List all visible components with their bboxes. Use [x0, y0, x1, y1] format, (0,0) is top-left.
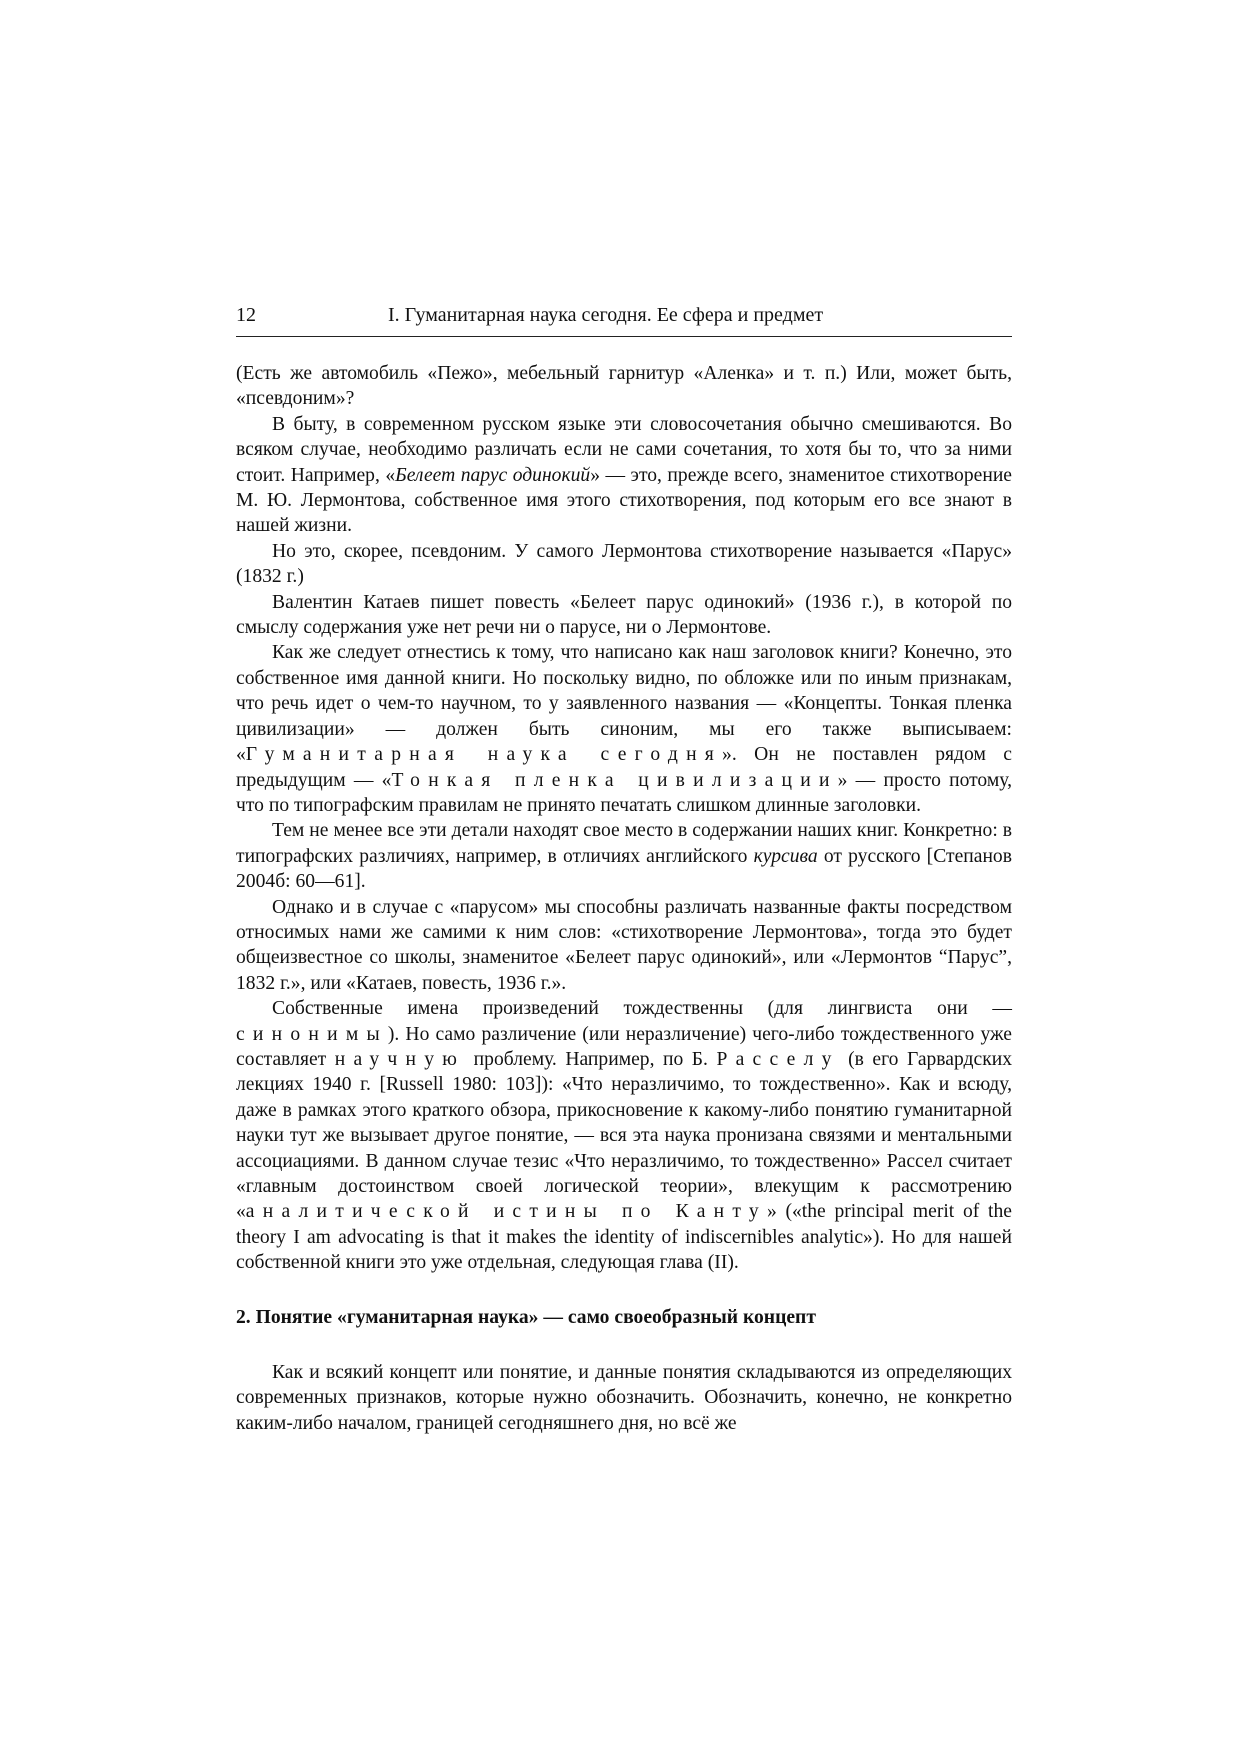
spaced-text: Гуманитарная наука сегодня	[245, 744, 723, 766]
paragraph-4	[236, 590, 1012, 641]
text: ). Но само различение (или неразличение) чего-либо тождественного уже составляет	[236, 1023, 1012, 1070]
text: » — это, прежде всего, знаменитое стихотворение М. Ю. Лермонтова, собственное имя этого стихотворения, под которым его все знают в нашей жизни.	[236, 464, 1012, 537]
running-header	[236, 302, 1012, 337]
text: Как же следует отнестись к тому, что написано как наш заголовок книги? Конечно, это собственное имя данной книги. Но поскольку видно, по обложке или по иным признакам, что речь идет о чем-то научном, то у заявленного названия — «Концепты. Тонкая пленка цивилизации» — должен быть синоним, мы его также выписываем: «	[236, 642, 1012, 766]
paragraph-5	[236, 640, 1012, 818]
paragraph-9	[236, 1360, 1012, 1436]
body-text	[236, 361, 1012, 1436]
text: Собственные имена произведений тождественны (для лингвиста они —	[272, 998, 1012, 1020]
italic-title: Белеет парус одинокий	[395, 464, 591, 486]
text: Как и всякий концепт или понятие, и данные понятия складываются из определяющих современных признаков, которые нужно обозначить. Обозначить, конечно, не конкретно каким-либо началом, границей сегодняшнего дня, но всё же	[236, 1362, 1012, 1434]
paragraph-7	[236, 895, 1012, 997]
text: Однако и в случае с «парусом» мы способны различать названные факты посредством относимых нами же самими к ним слов: «стихотворение Лермонтова», тогда это будет общеизвестное со школы, знаменитое «Белеет парус одинокий», или «Лермонтов “Парус”, 1832 г.», или «Катаев, повесть, 1936 г.».	[236, 896, 1012, 994]
text: проблему. Например, по Б.	[465, 1048, 717, 1070]
spaced-text: Расселу	[716, 1048, 840, 1070]
paragraph-3	[236, 539, 1012, 590]
text: Тем не менее все эти детали находят свое место в содержании наших книг. Конкретно: в типографских различиях, например, в отличиях английского	[236, 820, 1012, 867]
text: » — просто потому, что по типографским правилам не принято печатать слишком длинные заголовки.	[236, 769, 1012, 816]
text: Валентин Катаев пишет повесть «Белеет парус одинокий» (1936 г.), в которой по смыслу содержания уже нет речи ни о парусе, ни о Лермонтове.	[236, 591, 1012, 639]
paragraph-8	[236, 996, 1012, 1275]
text: Но это, скорее, псевдоним. У самого Лермонтова стихотворение называется «Парус» (1832 г.)	[236, 540, 1012, 588]
text: » («the principal merit of the theory I am advocating is that it makes the identity of indiscernibles analytic»). Но для нашей собственной книги это уже отдельная, следующая глава (II).	[236, 1201, 1012, 1274]
text: от русского [Степанов 2004б: 60—61].	[236, 845, 1012, 893]
spaced-text: синонимы	[236, 1023, 388, 1045]
text: (в его Гарвардских лекциях 1940 г. [Russell 1980: 103]): «Что неразличимо, то тождественно». Как и всюду, даже в рамках этого краткого обзора, прикосновение к какому-либо понятию гуманитарной науки тут же вызывает другое понятие, — вся эта наука пронизана связями и ментальными ассоциациями. В данном случае тезис «Что неразличимо, то тождественно» Рассел считает «главным достоинством своей логической теории», влекущим к рассмотрению «	[236, 1048, 1013, 1223]
paragraph-6	[236, 818, 1012, 894]
section-heading: 2. Понятие «гуманитарная наука» — само своеобразный концепт	[236, 1306, 816, 1328]
paragraph-1	[236, 361, 1012, 412]
text: (Есть же автомобиль «Пежо», мебельный гарнитур «Аленка» и т. п.) Или, может быть, «псевдоним»?	[236, 363, 1012, 410]
spaced-text: Тонкая пленка цивилизации	[391, 769, 838, 791]
text: ». Он не поставлен рядом с предыдущим — «	[236, 744, 1012, 791]
spaced-text: научную	[334, 1048, 466, 1070]
text: В быту, в современном русском языке эти словосочетания обычно смешиваются. Во всяком случае, необходимо различать если не сами сочетания, то хотя бы то, что за ними стоит. Например, «	[236, 413, 1012, 486]
paragraph-2	[236, 412, 1012, 539]
page-number: 12	[236, 304, 256, 326]
spaced-text: аналитической истины по Канту	[245, 1201, 767, 1223]
running-title: I. Гуманитарная наука сегодня. Ее сфера и предмет	[388, 304, 824, 326]
italic-word: курсива	[753, 845, 818, 867]
